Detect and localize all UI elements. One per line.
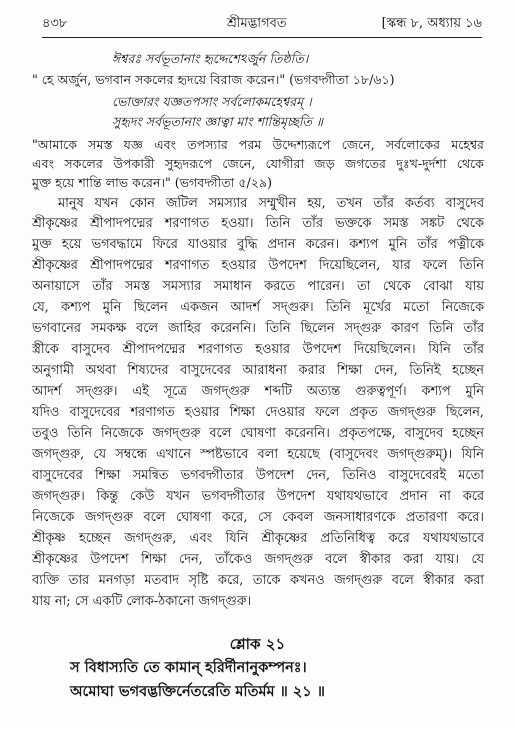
purport-line: শ্রীকৃষ্ণের শ্রীপাদপদ্মের শরণাগত হওয়া। তিনি তাঁর ভক্তকে সমস্ত সঙ্কট থেকে [32,216,484,231]
section-reference: [স্কন্ধ ৮, অধ্যায় ১৬ [381,16,482,31]
purport-line: শ্রীকৃষ্ণ হচ্ছেন জগদ্গুরু, এবং যিনি শ্রীকৃষ্ণের প্রতিনিধিত্ব করে যথাযথভাবে [32,531,484,546]
purport-line: ভগবানের সমকক্ষ বলে জাহির করেননি। তিনি ছিলেন সদ্গুরু কারণ তিনি তাঁর [32,321,484,336]
purport-line: অনায়াসে তাঁর সমস্ত সমস্যার সমাধান করতে পারেন। তা থেকে বোঝা যায় [32,279,484,294]
sloka-line: অমোঘা ভগবদ্ভক্তির্নেতরেতি মতির্মম ॥ ২১ ॥ [70,683,325,700]
verse-quote-line: " হে অর্জুন, ভগবান সকলের হৃদয়ে বিরাজ করেন।" (ভগবদ্গীতা ১৮/৬১) [32,72,395,87]
header-rule [42,37,482,38]
book-title: শ্রীমদ্ভাগবত [227,16,287,31]
verse-quote-line: সুহৃদং সর্বভূতানাং জ্ঞাত্বা মাং শান্তিমৃচ্ছতি ॥ [112,114,324,129]
purport-line: জগদ্গুরু। কিন্তু কেউ যখন ভগবদ্গীতার উপদেশ যথাযথভাবে প্রদান না করে [32,489,484,504]
verse-quote-line: ঈশ্বরঃ সর্বভূতানাং হৃদ্দেশেঽর্জুন তিষ্ঠতি। [112,51,309,66]
purport-line: স্ত্রীকে বাসুদেব শ্রীপাদপদ্মের শরণাগত হওয়ার উপদেশ দিয়েছিলেন। যিনি তাঁর [32,342,484,357]
purport-line: জগদ্গুরু, যে সম্বন্ধে এখানে স্পষ্টভাবে বলা হয়েছে (বাসুদেবং জগদ্গুরুম্)। যিনি [32,447,484,462]
purport-line: আদর্শ সদ্গুরু। এই সূত্রে জগদ্গুরু শব্দটি অত্যন্ত গুরুত্বপূর্ণ। কশ্যপ মুনি [32,384,484,399]
translation-quote-line: মুক্ত হয়ে শান্তি লাভ করেন।" (ভগবদ্গীতা ৫/২৯) [32,175,273,190]
purport-line: অনুগামী অথবা শিষ্যদের বাসুদেবের আরাধনা করার শিক্ষা দেন, তিনিই হচ্ছেন [32,363,484,378]
page-header [42,14,482,34]
page-number: ৪৩৮ [42,16,68,31]
sloka-line: স বিধাস্যতি তে কামান্ হরির্দীনানুকম্পনঃ। [70,659,307,676]
purport-line: ব্যক্তি তার মনগড়া মতবাদ সৃষ্টি করে, তাকে কখনও জগদ্গুরু বলে স্বীকার করা [32,573,484,588]
verse-quote-line: ভোক্তারং যজ্ঞতপসাং সর্বলোকমহেশ্বরম্ । [112,94,312,109]
purport-line: মুক্ত হয়ে ভগবদ্ধামে ফিরে যাওয়ার বুদ্ধি প্রদান করেন। কশ্যপ মুনি তাঁর পত্নীকে [32,237,484,252]
purport-line: যায় না; সে একটি লোক-ঠকানো জগদ্গুরু। [32,594,252,609]
purport-line: মানুষ যখন কোন জটিল সমস্যার সম্মুখীন হয়, তখন তাঁর কর্তব্য বাসুদেব [58,196,484,211]
translation-quote-line: "আমাকে সমস্ত যজ্ঞ এবং তপস্যার পরম উদ্দেশ্যরূপে জেনে, সর্বলোকের মহেশ্বর [32,137,484,152]
translation-quote-line: এবং সকলের উপকারী সুহৃদরূপে জেনে, যোগীরা জড় জগতের দুঃখ-দুর্দশা থেকে [32,156,484,171]
purport-line: বাসুদেবের শিক্ষা সমন্বিত ভগবদ্গীতার উপদেশ দেন, তিনিও বাসুদেবেরই মতো [32,468,484,483]
purport-line: যদিও বাসুদেবের শরণাগত হওয়ার শিক্ষা দেওয়ার ফলে প্রকৃত জগদ্গুরু ছিলেন, [32,405,484,420]
purport-line: নিজেকে জগদ্গুরু বলে ঘোষণা করে, সে কেবল জনসাধারণকে প্রতারণা করে। [32,510,484,525]
purport-line: যে, কশ্যপ মুনি ছিলেন একজন আদর্শ সদ্গুরু। তিনি মূর্খের মতো নিজেকে [32,300,484,315]
sloka-heading: শ্লোক ২১ [229,635,286,653]
purport-line: তবুও তিনি নিজেকে জগদ্গুরু বলে ঘোষণা করেননি। প্রকৃতপক্ষে, বাসুদেব হচ্ছেন [32,426,484,441]
purport-line: শ্রীকৃষ্ণের উপদেশ শিক্ষা দেন, তাঁকেও জগদ্গুরু বলে স্বীকার করা যায়। যে [32,552,484,567]
purport-line: শ্রীকৃষ্ণের শ্রীপাদপদ্মের শরণাগত হওয়ার উপদেশ দিয়েছিলেন, যার ফলে তিনি [32,258,484,273]
